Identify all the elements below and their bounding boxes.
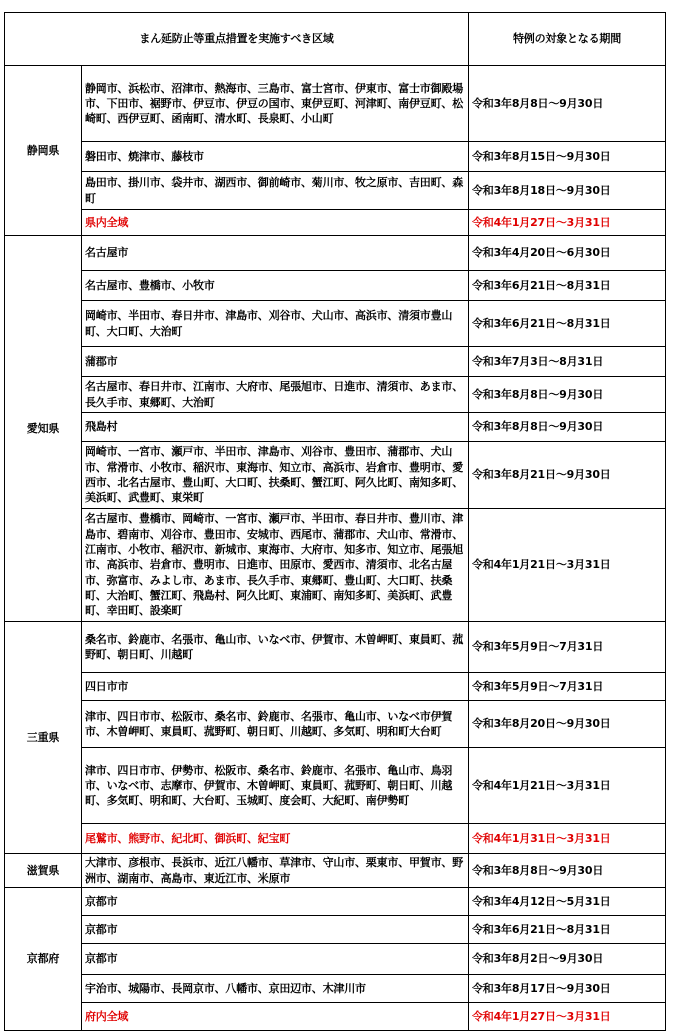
period-cell: 令和3年8月15日～9月30日 (469, 142, 666, 172)
table-row (5, 854, 666, 888)
prefecture-cell: 滋賀県 (5, 854, 82, 888)
period-cell: 令和4年1月27日～3月31日 (469, 1003, 666, 1031)
table-header-row (5, 13, 666, 66)
period-cell: 令和3年8月8日～9月30日 (469, 413, 666, 442)
area-cell: 尾鷲市、熊野市、紀北町、御浜町、紀宝町 (82, 824, 469, 854)
area-cell: 四日市市 (82, 673, 469, 701)
area-cell: 宇治市、城陽市、長岡京市、八幡市、京田辺市、木津川市 (82, 975, 469, 1003)
period-cell: 令和3年8月17日～9月30日 (469, 975, 666, 1003)
area-cell: 津市、四日市市、松阪市、桑名市、鈴鹿市、名張市、亀山市、いなべ市伊賀市、木曽岬町、東員町、菰野町、朝日町、川越町、多気町、明和町大台町 (82, 701, 469, 748)
period-cell: 令和4年1月21日～3月31日 (469, 748, 666, 824)
table-row (5, 236, 666, 271)
area-cell: 名古屋市、豊橋市、小牧市 (82, 271, 469, 301)
area-cell: 京都市 (82, 944, 469, 975)
period-cell: 令和3年5月9日～7月31日 (469, 673, 666, 701)
period-cell: 令和3年8月8日～9月30日 (469, 854, 666, 888)
period-cell: 令和4年1月27日～3月31日 (469, 210, 666, 236)
table-row (5, 748, 666, 824)
table-row (5, 347, 666, 377)
area-cell: 県内全域 (82, 210, 469, 236)
table-row (5, 888, 666, 916)
table-body (5, 66, 666, 1031)
prefecture-cell: 愛知県 (5, 236, 82, 622)
area-cell: 静岡市、浜松市、沼津市、熱海市、三島市、富士宮市、伊東市、富士市御殿場市、下田市、裾野市、伊豆市、伊豆の国市、東伊豆町、河津町、南伊豆町、松崎町、西伊豆町、函南町、清水町、長泉町、小山町 (82, 66, 469, 142)
area-cell: 津市、四日市市、伊勢市、松阪市、桑名市、鈴鹿市、名張市、亀山市、鳥羽市、いなべ市、志摩市、伊賀市、木曽岬町、東員町、菰野町、朝日町、川越町、多気町、明和町、大台町、玉城町、度会町、大紀町、南伊勢町 (82, 748, 469, 824)
table-row (5, 916, 666, 944)
area-cell: 飛島村 (82, 413, 469, 442)
period-cell: 令和3年5月9日～7月31日 (469, 622, 666, 673)
period-cell: 令和3年6月21日～8月31日 (469, 301, 666, 347)
area-cell: 磐田市、焼津市、藤枝市 (82, 142, 469, 172)
area-cell: 岡崎市、半田市、春日井市、津島市、刈谷市、犬山市、高浜市、清須市豊山町、大口町、大治町 (82, 301, 469, 347)
area-cell: 岡崎市、一宮市、瀬戸市、半田市、津島市、刈谷市、豊田市、蒲郡市、犬山市、常滑市、小牧市、稲沢市、東海市、知立市、高浜市、岩倉市、豊明市、愛西市、北名古屋市、豊山町、大口町、扶桑町、蟹江町、阿久比町、南知多町、美浜町、武豊町、東栄町 (82, 442, 469, 509)
table-row (5, 824, 666, 854)
table-row (5, 442, 666, 509)
area-column-header: まん延防止等重点措置を実施すべき区域 (5, 13, 469, 66)
area-cell: 名古屋市、豊橋市、岡崎市、一宮市、瀬戸市、半田市、春日井市、豊川市、津島市、碧南市、刈谷市、豊田市、安城市、西尾市、蒲郡市、犬山市、常滑市、江南市、小牧市、稲沢市、新城市、東海市、大府市、知多市、知立市、尾張旭市、高浜市、岩倉市、豊明市、日進市、田原市、愛西市、清須市、北名古屋市、弥富市、みよし市、あま市、長久手市、東郷町、豊山町、大口町、扶桑町、大治町、蟹江町、飛島村、阿久比町、東浦町、南知多町、美浜町、武豊町、幸田町、設楽町 (82, 509, 469, 622)
area-cell: 府内全域 (82, 1003, 469, 1031)
table-row (5, 377, 666, 413)
area-cell: 島田市、掛川市、袋井市、湖西市、御前崎市、菊川市、牧之原市、吉田町、森町 (82, 172, 469, 210)
area-cell: 名古屋市 (82, 236, 469, 271)
area-cell: 桑名市、鈴鹿市、名張市、亀山市、いなべ市、伊賀市、木曽岬町、東員町、菰野町、朝日町、川越町 (82, 622, 469, 673)
period-cell: 令和3年6月21日～8月31日 (469, 916, 666, 944)
period-cell: 令和4年1月21日～3月31日 (469, 509, 666, 622)
period-cell: 令和3年8月8日～9月30日 (469, 377, 666, 413)
area-cell: 大津市、彦根市、長浜市、近江八幡市、草津市、守山市、栗東市、甲賀市、野洲市、湖南市、高島市、東近江市、米原市 (82, 854, 469, 888)
period-column-header: 特例の対象となる期間 (469, 13, 666, 66)
area-cell: 名古屋市、春日井市、江南市、大府市、尾張旭市、日進市、清須市、あま市、長久手市、東郷町、大治町 (82, 377, 469, 413)
table-row (5, 622, 666, 673)
measures-table (4, 12, 666, 1031)
table-row (5, 142, 666, 172)
period-cell: 令和3年7月3日～8月31日 (469, 347, 666, 377)
table-row (5, 975, 666, 1003)
area-cell: 蒲郡市 (82, 347, 469, 377)
table-row (5, 1003, 666, 1031)
prefecture-cell: 三重県 (5, 622, 82, 854)
period-cell: 令和3年6月21日～8月31日 (469, 271, 666, 301)
period-cell: 令和3年8月18日～9月30日 (469, 172, 666, 210)
table-row (5, 413, 666, 442)
period-cell: 令和3年8月20日～9月30日 (469, 701, 666, 748)
period-cell: 令和3年8月21日～9月30日 (469, 442, 666, 509)
area-cell: 京都市 (82, 888, 469, 916)
period-cell: 令和4年1月31日～3月31日 (469, 824, 666, 854)
table-row (5, 944, 666, 975)
period-cell: 令和3年8月2日～9月30日 (469, 944, 666, 975)
table-row (5, 673, 666, 701)
table-row (5, 301, 666, 347)
period-cell: 令和3年4月20日～6月30日 (469, 236, 666, 271)
table-row (5, 509, 666, 622)
period-cell: 令和3年8月8日～9月30日 (469, 66, 666, 142)
prefecture-cell: 静岡県 (5, 66, 82, 236)
table-row (5, 271, 666, 301)
area-cell: 京都市 (82, 916, 469, 944)
period-cell: 令和3年4月12日～5月31日 (469, 888, 666, 916)
prefecture-cell: 京都府 (5, 888, 82, 1031)
table-row (5, 172, 666, 210)
table-row (5, 210, 666, 236)
table-row (5, 701, 666, 748)
table-row (5, 66, 666, 142)
